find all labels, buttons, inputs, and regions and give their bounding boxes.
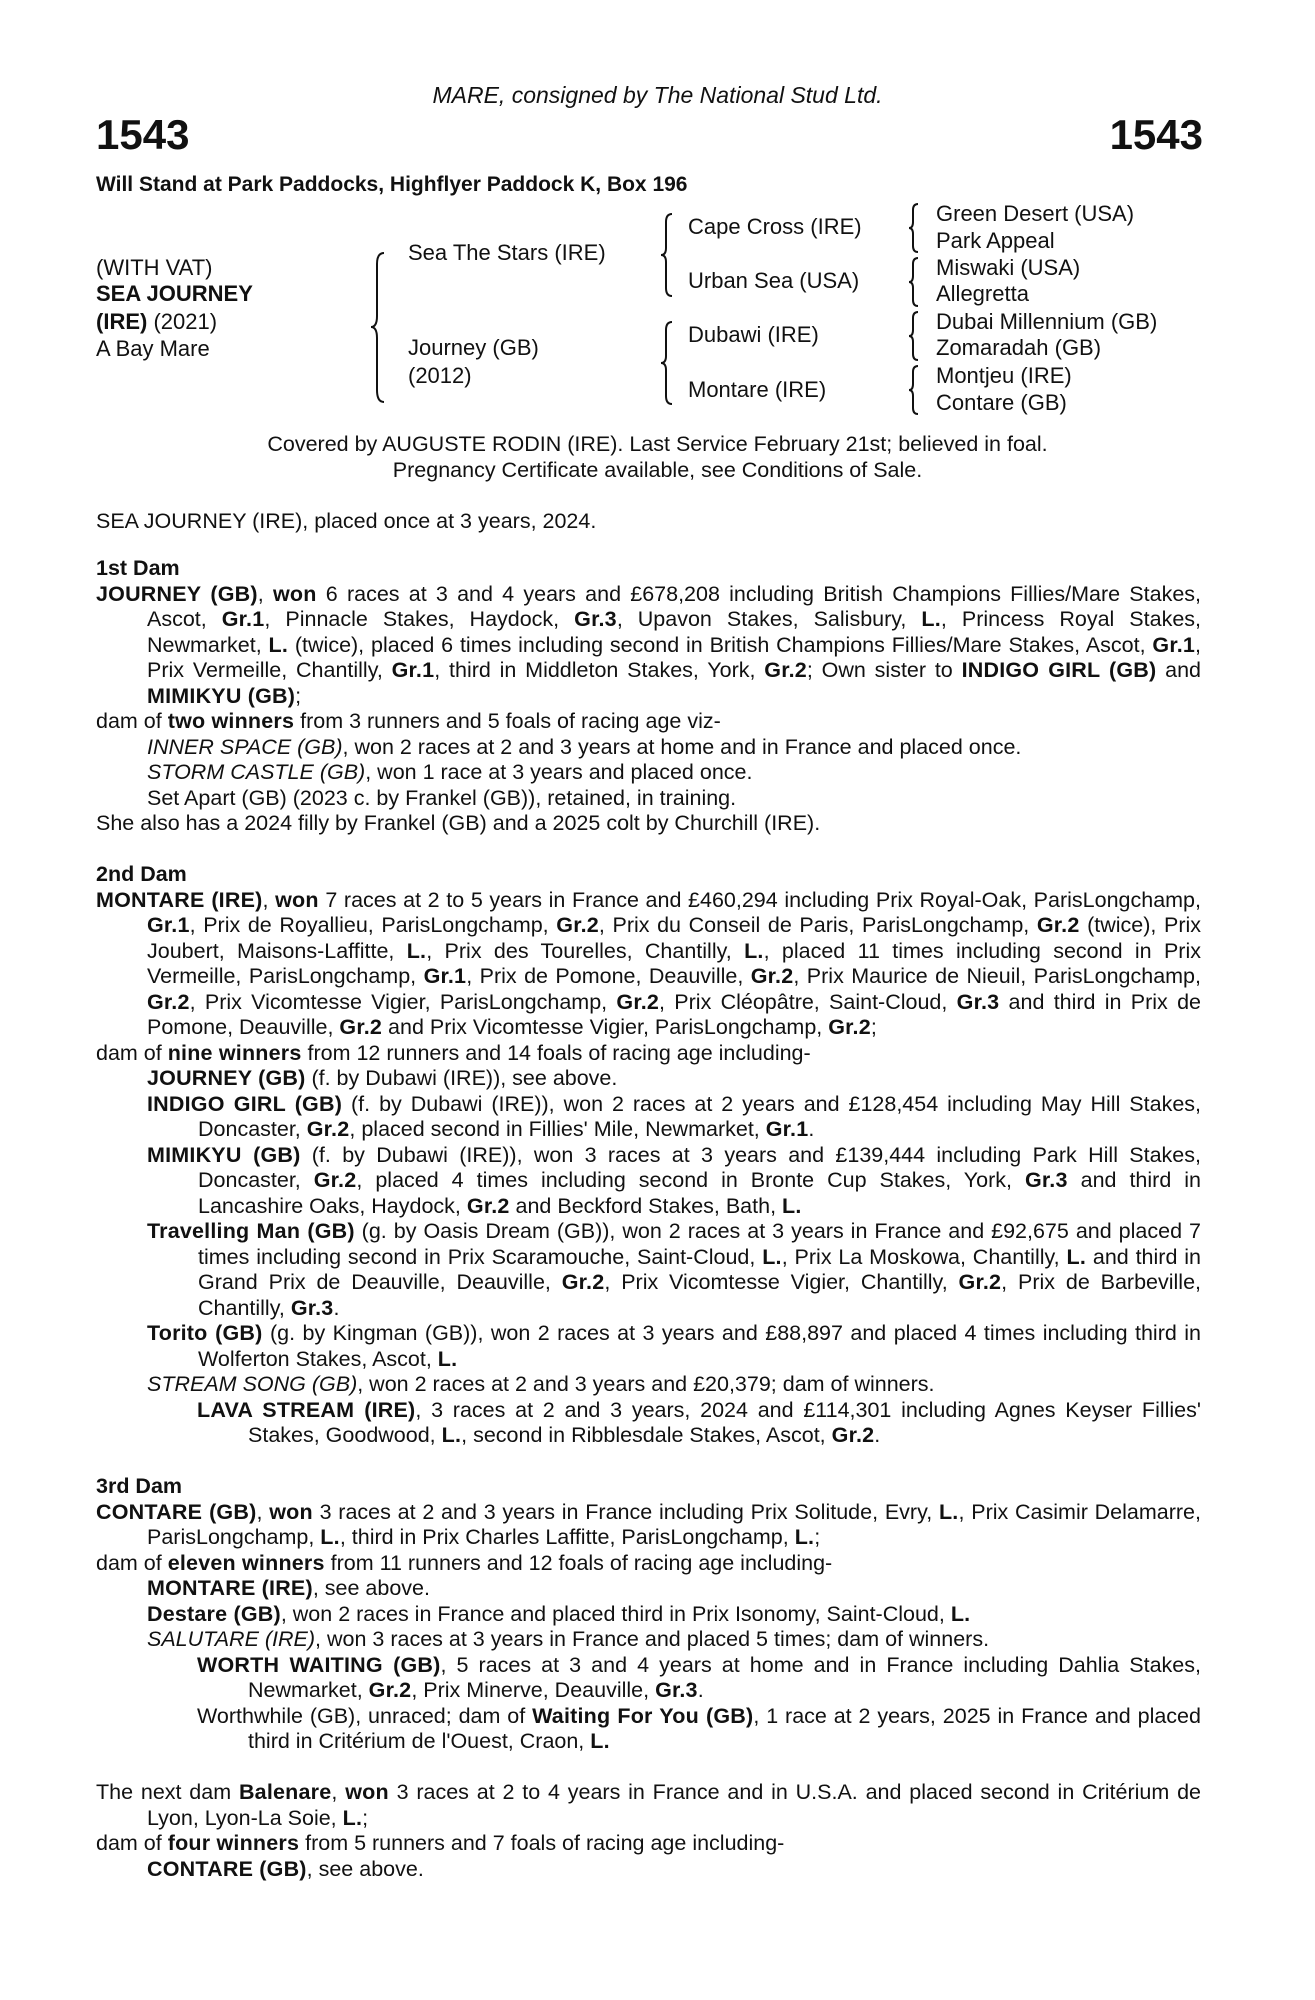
brace-dam — [658, 320, 676, 406]
family-entry — [96, 1092, 1201, 1143]
text: , Prix Casimir Delamarre, ParisLongchamp, — [147, 1499, 1201, 1549]
family-entry — [96, 1143, 1201, 1220]
text: (f. by Dubawi (IRE)), won 3 races at 3 years and £139,444 including Park Hill Stakes, Doncaster, — [198, 1142, 1201, 1192]
text: dam of — [96, 1831, 168, 1855]
bold-text: L. — [950, 1601, 971, 1626]
pedigree-sire: Sea The Stars (IRE) — [408, 240, 606, 265]
text: , Prix du Conseil de Paris, ParisLongchamp, — [598, 913, 1037, 937]
stand-location: Will Stand at Park Paddocks, Highflyer Paddock K, Box 196 — [96, 173, 688, 196]
family-entry — [96, 1066, 1201, 1092]
text: 3 races at 2 and 3 years in France including Prix Solitude, Evry, — [312, 1499, 939, 1524]
text: , won 2 races at 2 and 3 years at home and in France and placed once. — [342, 734, 1022, 759]
text: from 5 runners and 7 foals of racing age including- — [299, 1831, 785, 1855]
dam-section — [96, 1780, 1201, 1882]
bold-text: Gr.2 — [828, 1015, 871, 1039]
text: , Prix La Moskowa, Chantilly, — [781, 1244, 1067, 1269]
text: , Prix de Royallieu, ParisLongchamp, — [189, 913, 557, 937]
family-entry — [96, 1500, 1201, 1551]
text: , — [331, 1780, 346, 1804]
section-heading: 2nd Dam — [96, 862, 187, 886]
horse-description: A Bay Mare — [96, 336, 210, 361]
bold-text: Gr.2 — [368, 1678, 412, 1702]
text: (twice), Prix Joubert, Maisons-Laffitte, — [147, 913, 1202, 963]
text: ; — [870, 1015, 877, 1039]
bold-text: nine winners — [167, 1040, 302, 1065]
text: , Pinnacle Stakes, Haydock, — [264, 607, 575, 631]
pedigree-sdd: Allegretta — [936, 281, 1029, 306]
bold-text: Gr.2 — [750, 964, 794, 988]
pedigree-ss: Cape Cross (IRE) — [688, 214, 862, 239]
text: and third in Prix de Pomone, Deauville, — [147, 989, 1201, 1039]
text: , placed 4 times including second in Bronte Cup Stakes, York, — [356, 1168, 1025, 1192]
bold-text: Gr.2 — [764, 658, 807, 682]
bold-text: INDIGO GIRL (GB) — [147, 1091, 343, 1116]
pedigree-dss: Dubai Millennium (GB) — [936, 309, 1158, 334]
text: ; — [362, 1805, 369, 1830]
text: Worthwhile (GB), unraced; dam of — [197, 1703, 533, 1728]
bold-text: MIMIKYU (GB) — [147, 1142, 301, 1167]
bold-text: Gr.1 — [765, 1117, 809, 1141]
pedigree-sss: Green Desert (USA) — [936, 201, 1135, 226]
bold-text: won — [345, 1780, 389, 1804]
bold-text: JOURNEY (GB) — [96, 581, 258, 606]
vat-note: (WITH VAT) — [96, 255, 213, 280]
family-entry — [96, 786, 1201, 812]
bold-text: Gr.1 — [1152, 632, 1196, 657]
family-notes — [96, 556, 1201, 1908]
bold-text: Gr.2 — [1036, 913, 1080, 937]
bold-text: L. — [762, 1244, 782, 1269]
text: , third in Middleton Stakes, York, — [434, 658, 765, 682]
bold-text: Gr.3 — [574, 607, 617, 631]
text: , Prix des Tourelles, Chantilly, — [426, 938, 745, 963]
lot-number-left: 1543 — [96, 111, 190, 158]
horse-year: (2021) — [153, 309, 218, 334]
covering-info: Covered by AUGUSTE RODIN (IRE). Last Service February 21st; believed in foal. — [267, 432, 1048, 456]
text: (g. by Kingman (GB)), won 2 races at 3 years and £88,897 and placed 4 times including third in Wolferton Stakes, Ascot, — [198, 1321, 1201, 1371]
bold-text: Waiting For You (GB) — [532, 1703, 754, 1728]
family-entry — [96, 1627, 1201, 1653]
bold-text: Gr.1 — [221, 607, 265, 631]
text: from 12 runners and 14 foals of racing age including- — [301, 1040, 811, 1065]
bold-text: Gr.2 — [831, 1423, 875, 1447]
text: The next dam — [96, 1780, 239, 1804]
family-entry — [96, 1704, 1201, 1755]
text: 6 races at 3 and 4 years and £678,208 including British Champions Fillies/Mare Stakes, Ascot, — [147, 581, 1201, 631]
family-entry — [96, 1372, 1201, 1398]
pedigree-sd: Urban Sea (USA) — [688, 268, 860, 293]
text: , second in Ribblesdale Stakes, Ascot, — [461, 1423, 832, 1447]
text: and third in Lancashire Oaks, Haydock, — [198, 1168, 1201, 1218]
bold-text: Torito (GB) — [147, 1321, 263, 1345]
bold-text: won — [275, 887, 319, 912]
text: , 3 races at 2 and 3 years, 2024 and £114,301 including Agnes Keyser Fillies' Stakes, Goodwood, — [248, 1397, 1201, 1447]
text: , Prix de Pomone, Deauville, — [466, 964, 751, 988]
brace-ss — [906, 202, 922, 254]
consignor-line: MARE, consigned by The National Stud Ltd. — [432, 82, 883, 108]
text: , — [262, 887, 276, 912]
brace-ds — [906, 310, 922, 362]
bold-text: INDIGO GIRL (GB) — [961, 658, 1157, 682]
text: , — [257, 581, 273, 606]
lot-number-right: 1543 — [1109, 111, 1203, 158]
bold-text: L. — [268, 632, 289, 657]
text: , Prix de Barbeville, Chantilly, — [198, 1270, 1201, 1320]
bold-text: Gr.2 — [561, 1270, 605, 1294]
text: , see above. — [312, 1576, 430, 1600]
pregnancy-info: Pregnancy Certificate available, see Conditions of Sale. — [392, 458, 923, 482]
bold-text: CONTARE (GB) — [147, 1856, 307, 1881]
text: , won 2 races at 2 and 3 years and £20,379; dam of winners. — [357, 1372, 935, 1396]
text: , third in Prix Charles Laffitte, ParisLongchamp, — [339, 1525, 795, 1549]
bold-text: two winners — [167, 709, 295, 733]
pedigree-dam: Journey (GB) — [408, 335, 539, 360]
italic-text: STREAM SONG (GB) — [147, 1372, 358, 1396]
bold-text: Gr.3 — [956, 989, 1000, 1014]
text: and — [1156, 658, 1201, 682]
bold-text: L. — [441, 1423, 462, 1447]
text: . — [874, 1423, 881, 1447]
text: . — [697, 1678, 704, 1702]
bold-text: eleven winners — [167, 1550, 325, 1575]
bold-text: Gr.3 — [655, 1678, 698, 1702]
bold-text: L. — [782, 1193, 802, 1218]
text: , Upavon Stakes, Salisbury, — [616, 607, 922, 631]
text: dam of — [96, 1040, 168, 1065]
brace-dd — [906, 364, 922, 416]
bold-text: L. — [437, 1346, 458, 1371]
pedigree-ddd: Contare (GB) — [936, 390, 1067, 415]
dam-section — [96, 556, 1201, 837]
bold-text: L. — [406, 938, 427, 963]
bold-text: MONTARE (IRE) — [147, 1576, 313, 1600]
pedigree-sds: Miswaki (USA) — [936, 255, 1081, 280]
bold-text: Travelling Man (GB) — [147, 1219, 355, 1243]
family-entry — [96, 811, 1201, 837]
bold-text: MIMIKYU (GB) — [147, 683, 296, 708]
family-entry — [96, 1780, 1201, 1831]
pedigree-dsd: Zomaradah (GB) — [936, 335, 1102, 360]
family-entry — [96, 1219, 1201, 1321]
text: 7 races at 2 to 5 years in France and £460,294 including Prix Royal-Oak, ParisLongchamp, — [318, 887, 1201, 912]
family-entry — [96, 1831, 1201, 1857]
bold-text: L. — [320, 1525, 340, 1549]
brace-sd — [906, 256, 922, 308]
italic-text: SALUTARE (IRE) — [147, 1627, 316, 1651]
italic-text: STORM CASTLE (GB) — [147, 760, 366, 784]
text: from 3 runners and 5 foals of racing age viz- — [294, 709, 721, 733]
family-entry — [96, 1576, 1201, 1602]
pedigree-dd: Montare (IRE) — [688, 377, 827, 402]
bold-text: Gr.3 — [290, 1295, 334, 1320]
dam-section — [96, 862, 1201, 1449]
bold-text: MONTARE (IRE) — [96, 887, 263, 912]
text: , Prix Vicomtesse Vigier, Chantilly, — [604, 1270, 959, 1294]
bold-text: Gr.2 — [306, 1117, 350, 1141]
text: , Prix Minerve, Deauville, — [411, 1678, 656, 1702]
bold-text: L. — [744, 938, 764, 963]
bold-text: Destare (GB) — [147, 1601, 281, 1626]
bold-text: JOURNEY (GB) — [147, 1066, 306, 1090]
section-heading: 1st Dam — [96, 556, 180, 580]
pedigree-ssd: Park Appeal — [936, 228, 1055, 253]
text: , Princess Royal Stakes, Newmarket, — [147, 607, 1202, 657]
text: (twice), placed 6 times including second in British Champions Fillies/Mare Stakes, Ascot, — [288, 632, 1153, 657]
bold-text: Gr.2 — [958, 1270, 1002, 1294]
family-entry — [96, 1653, 1201, 1704]
text: , Prix Maurice de Nieuil, ParisLongchamp, — [793, 964, 1201, 988]
text: , see above. — [306, 1856, 424, 1881]
family-entry — [96, 1857, 1201, 1883]
text: , Prix Cléopâtre, Saint-Cloud, — [659, 989, 957, 1014]
text: , placed 11 times including second in Prix Vermeille, ParisLongchamp, — [147, 938, 1201, 988]
family-entry — [96, 1041, 1201, 1067]
bold-text: four winners — [167, 1831, 300, 1855]
text: ; — [295, 683, 302, 708]
family-entry — [96, 709, 1201, 735]
bold-text: L. — [1066, 1244, 1087, 1269]
section-heading: 3rd Dam — [96, 1474, 183, 1498]
family-entry — [96, 582, 1201, 710]
bold-text: Gr.2 — [339, 1015, 383, 1039]
text: dam of — [96, 1550, 168, 1575]
bold-text: L. — [938, 1499, 959, 1524]
italic-text: INNER SPACE (GB) — [147, 734, 343, 759]
text: , 1 race at 2 years, 2025 in France and placed third in Critérium de l'Ouest, Craon, — [248, 1703, 1201, 1753]
bold-text: Gr.2 — [147, 989, 190, 1014]
pedigree-dam-year: (2012) — [408, 363, 472, 388]
race-summary: SEA JOURNEY (IRE), placed once at 3 years, 2024. — [96, 509, 597, 533]
bold-text: L. — [342, 1805, 363, 1830]
bold-text: Gr.3 — [1025, 1168, 1068, 1192]
dam-section — [96, 1474, 1201, 1755]
text: , placed second in Fillies' Mile, Newmarket, — [349, 1117, 766, 1141]
bold-text: WORTH WAITING (GB) — [197, 1652, 441, 1677]
horse-name: SEA JOURNEY — [96, 281, 253, 306]
family-entry — [96, 1602, 1201, 1628]
text: and Beckford Stakes, Bath, — [509, 1193, 783, 1218]
bold-text: Balenare — [238, 1780, 332, 1804]
bold-text: L. — [794, 1525, 815, 1549]
horse-country: (IRE) — [96, 309, 148, 334]
text: (f. by Dubawi (IRE)), won 2 races at 2 years and £128,454 including May Hill Stakes, Doncaster, — [198, 1091, 1201, 1141]
text: , Prix Vermeille, Chantilly, — [147, 632, 1202, 682]
text: dam of — [96, 709, 168, 733]
text: ; — [814, 1525, 821, 1549]
text: (f. by Dubawi (IRE)), see above. — [305, 1066, 618, 1090]
bold-text: won — [269, 1499, 313, 1524]
family-entry — [96, 735, 1201, 761]
text: . — [333, 1295, 340, 1320]
bold-text: Gr.1 — [423, 964, 467, 988]
text: and Prix Vicomtesse Vigier, ParisLongchamp, — [382, 1015, 829, 1039]
bold-text: Gr.1 — [391, 658, 435, 682]
bold-text: L. — [921, 607, 941, 631]
text: from 11 runners and 12 foals of racing age including- — [324, 1550, 833, 1575]
text: , won 3 races at 3 years in France and placed 5 times; dam of winners. — [315, 1627, 990, 1651]
bold-text: Gr.1 — [147, 913, 190, 937]
family-entry — [96, 1551, 1201, 1577]
text: . — [808, 1117, 815, 1141]
text: 3 races at 2 to 4 years in France and in U.S.A. and placed second in Critérium de Lyon, Lyon-La Soie, — [147, 1780, 1202, 1830]
bold-text: CONTARE (GB) — [96, 1499, 257, 1524]
text: She also has a 2024 filly by Frankel (GB) and a 2025 colt by Churchill (IRE). — [96, 811, 821, 835]
bold-text: Gr.2 — [466, 1193, 510, 1218]
bold-text: LAVA STREAM (IRE) — [197, 1397, 416, 1422]
text: Set Apart (GB) (2023 c. by Frankel (GB)), retained, in training. — [147, 785, 737, 810]
bold-text: Gr.2 — [616, 989, 660, 1014]
family-entry — [96, 760, 1201, 786]
brace-main — [368, 250, 388, 405]
text: and third in Grand Prix de Deauville, Deauville, — [198, 1244, 1201, 1294]
text: , won 1 race at 3 years and placed once. — [365, 760, 753, 784]
family-entry — [96, 1398, 1201, 1449]
text: ; Own sister to — [806, 658, 962, 682]
bold-text: won — [272, 581, 317, 606]
bold-text: Gr.2 — [313, 1168, 357, 1192]
family-entry — [96, 1321, 1201, 1372]
family-entry — [96, 888, 1201, 1041]
text: , 5 races at 3 and 4 years at home and in France including Dahlia Stakes, Newmarket, — [248, 1652, 1201, 1702]
text: (g. by Oasis Dream (GB)), won 2 races at 3 years in France and £92,675 and placed 7 times including second in Prix Scaramouche, Saint-Cloud, — [198, 1219, 1201, 1269]
text: , — [256, 1499, 270, 1524]
bold-text: Gr.2 — [556, 913, 599, 937]
brace-sire — [658, 212, 676, 298]
text: , won 2 races in France and placed third in Prix Isonomy, Saint-Cloud, — [280, 1601, 951, 1626]
text: , Prix Vicomtesse Vigier, ParisLongchamp, — [189, 989, 617, 1014]
pedigree-dds: Montjeu (IRE) — [936, 363, 1072, 388]
bold-text: L. — [590, 1729, 610, 1753]
pedigree-ds: Dubawi (IRE) — [688, 322, 819, 347]
